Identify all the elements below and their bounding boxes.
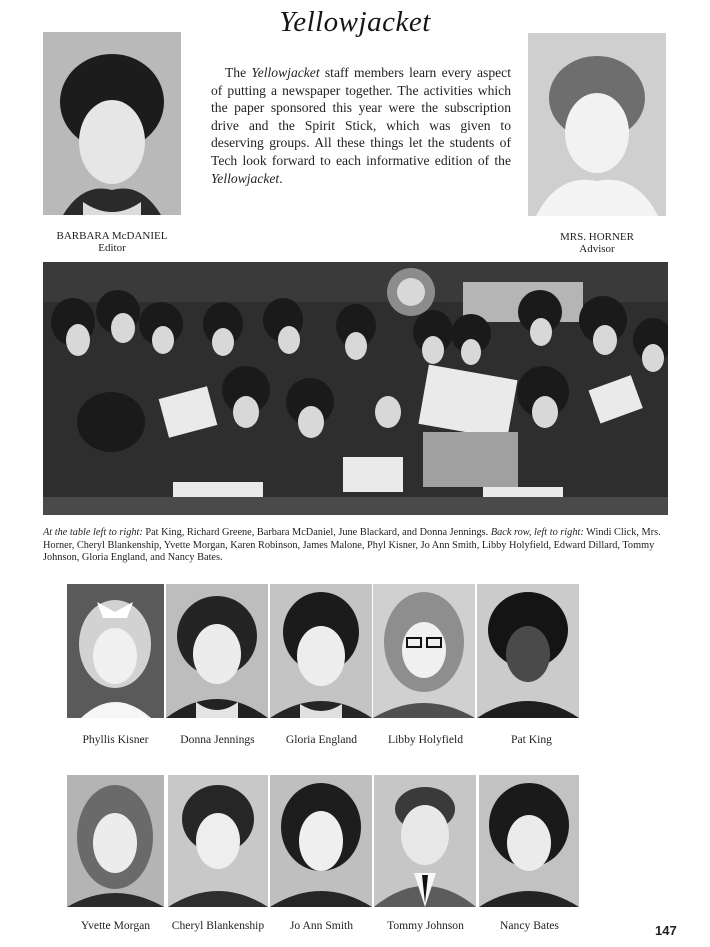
- editor-photo: [43, 32, 181, 215]
- portrait-gloria-england: [270, 584, 372, 718]
- portrait-name: Tommy Johnson: [387, 919, 464, 932]
- page-number: 147: [655, 923, 677, 938]
- editor-name: BARBARA McDANIEL: [56, 230, 168, 242]
- portrait-name: Cheryl Blankenship: [171, 919, 265, 932]
- portrait-name: Jo Ann Smith: [289, 919, 354, 932]
- portrait-pat-king: [477, 584, 579, 718]
- caption-back-names: Windi Click, Mrs. Horner, Cheryl Blankenship, Yvette Morgan, Karen Robinson, James Malone, Phyl Kisner, Jo Ann Smith, Libby Holyfield, Edward Dillard, Tommy Johnson, Gloria England, and Nancy Bates.: [43, 527, 661, 564]
- page-title: Yellowjacket: [279, 6, 431, 38]
- caption-front-lead: At the table left to right:: [43, 527, 143, 538]
- portrait-yvette-morgan: [67, 775, 164, 907]
- portrait-name: Pat King: [511, 733, 552, 746]
- portrait-name: Libby Holyfield: [387, 733, 464, 746]
- portrait-donna-jennings: [166, 584, 268, 718]
- portrait-libby-holyfield: [373, 584, 475, 718]
- group-photo: [43, 262, 668, 515]
- publication-name: Yellowjacket: [251, 65, 320, 80]
- intro-paragraph: The Yellowjacket staff members learn every aspect of putting a newspaper together. The activities which the paper sponsored this year were the subscription drive and the Spirit Stick, which was given to deserving groups. All these things let the students of Tech look forward to each informative edition of the Yellowjacket.: [211, 65, 511, 186]
- advisor-photo: [528, 33, 666, 216]
- advisor-role: Advisor: [579, 243, 615, 255]
- portrait-name: Donna Jennings: [180, 733, 255, 746]
- portrait-name: Phyllis Kisner: [82, 733, 149, 746]
- portrait-name: Yvette Morgan: [80, 919, 151, 932]
- editor-caption: [43, 230, 181, 254]
- caption-front-names: Pat King, Richard Greene, Barbara McDaniel, June Blackard, and Donna Jennings.: [142, 527, 491, 538]
- advisor-caption: [528, 231, 666, 255]
- portrait-tommy-johnson: [374, 775, 476, 907]
- advisor-name: MRS. HORNER: [560, 231, 634, 243]
- publication-name: Yellowjacket: [211, 170, 280, 186]
- group-photo-caption: [43, 527, 669, 565]
- portrait-jo-ann-smith: [270, 775, 372, 907]
- caption-back-lead: Back row, left to right:: [490, 527, 584, 538]
- portrait-name: Gloria England: [285, 733, 358, 746]
- editor-role: Editor: [98, 242, 126, 254]
- portrait-name: Nancy Bates: [500, 919, 559, 932]
- portrait-nancy-bates: [479, 775, 579, 907]
- portrait-cheryl-blankenship: [168, 775, 268, 907]
- portrait-phyllis-kisner: [67, 584, 164, 718]
